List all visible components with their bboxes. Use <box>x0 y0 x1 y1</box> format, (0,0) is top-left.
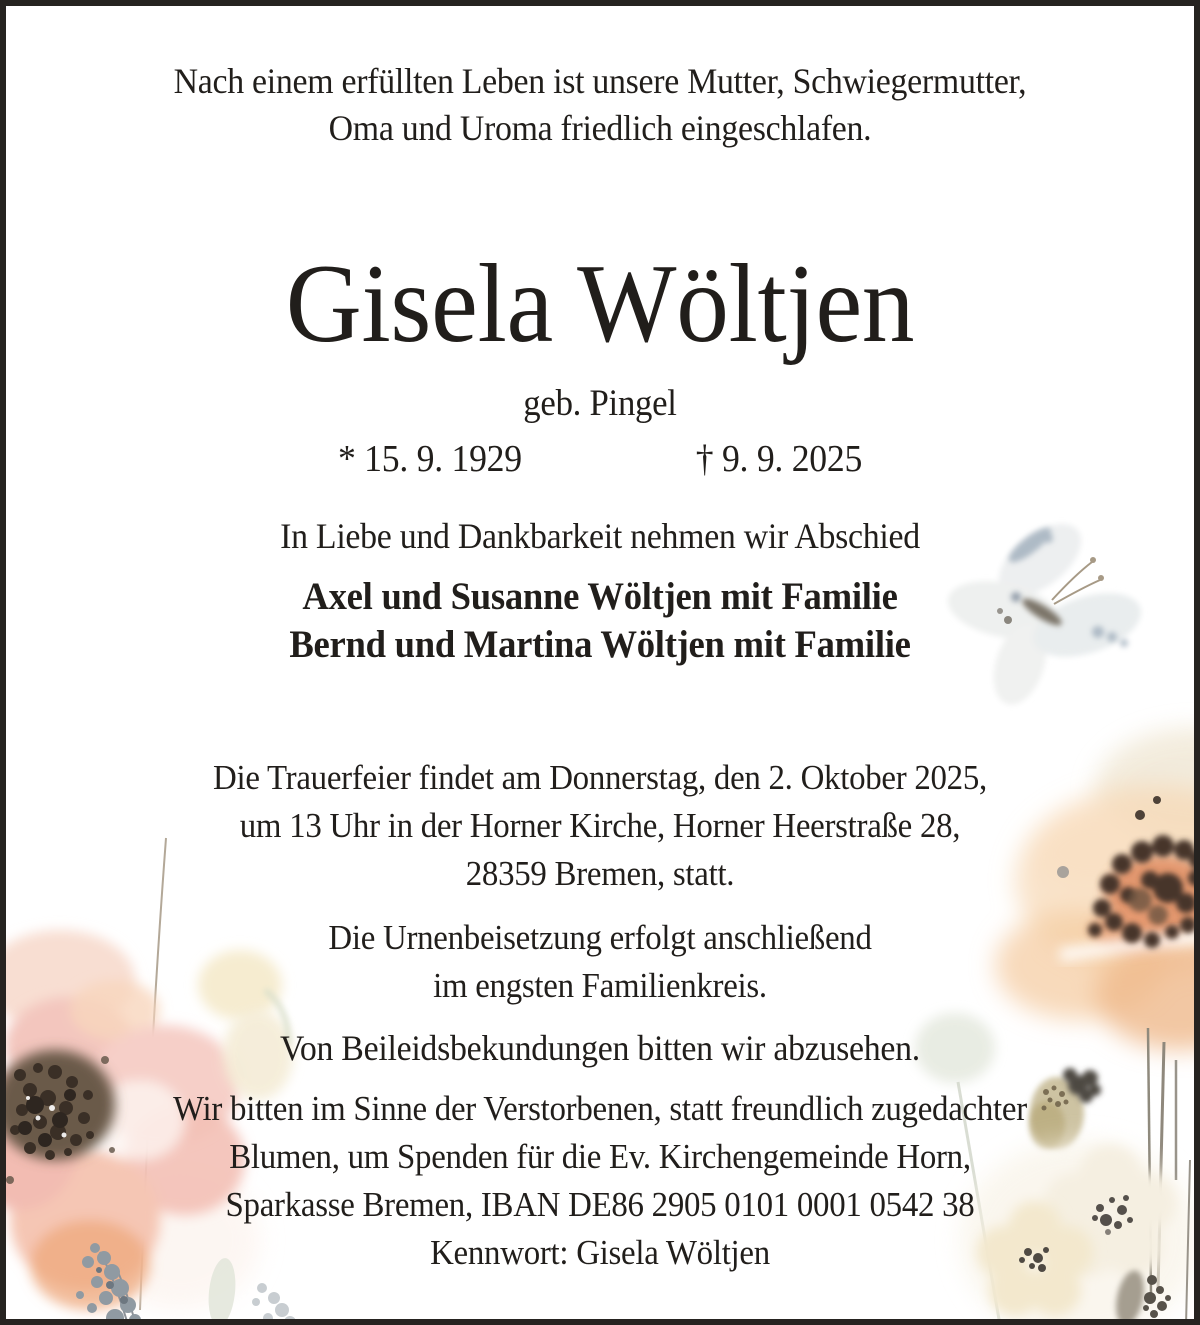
mourners-names <box>42 573 1159 669</box>
birth-name: geb. Pingel <box>523 383 677 424</box>
intro-line: Oma und Uroma friedlich eingeschlafen. <box>328 108 872 148</box>
birth-date: * 15. 9. 1929 <box>337 438 522 480</box>
service-line: 28359 Bremen, statt. <box>465 854 735 893</box>
donation-line: Kennwort: Gisela Wöltjen <box>430 1233 770 1272</box>
service-line: um 13 Uhr in der Horner Kirche, Horner Heerstraße 28, <box>239 806 961 845</box>
service-line: Die Trauerfeier findet am Donnerstag, den 2. Oktober 2025, <box>213 758 987 797</box>
life-dates <box>42 437 1159 481</box>
donation-line: Blumen, um Spenden für die Ev. Kirchengemeinde Horn, <box>229 1137 971 1176</box>
death-date: † 9. 9. 2025 <box>695 438 863 480</box>
burial-line: Die Urnenbeisetzung erfolgt anschließend <box>328 918 872 957</box>
burial-line: im engsten Familienkreis. <box>433 966 767 1005</box>
condolence-note: Von Beileidsbekundungen bitten wir abzusehen. <box>280 1028 920 1068</box>
donation-line: Wir bitten im Sinne der Verstorbenen, statt freundlich zugedachter <box>173 1089 1027 1128</box>
farewell-line: In Liebe und Dankbarkeit nehmen wir Abschied <box>280 516 920 556</box>
intro-text <box>42 58 1159 152</box>
mourner-line: Bernd und Martina Wöltjen mit Familie <box>289 623 911 666</box>
intro-line: Nach einem erfüllten Leben ist unsere Mutter, Schwiegermutter, <box>173 61 1027 101</box>
donation-note <box>42 1085 1159 1277</box>
service-details <box>42 754 1159 898</box>
burial-details <box>42 914 1159 1010</box>
mourner-line: Axel und Susanne Wöltjen mit Familie <box>302 575 898 618</box>
donation-line: Sparkasse Bremen, IBAN DE86 2905 0101 0001 0542 38 <box>225 1185 975 1224</box>
deceased-name: Gisela Wöltjen <box>285 242 915 366</box>
